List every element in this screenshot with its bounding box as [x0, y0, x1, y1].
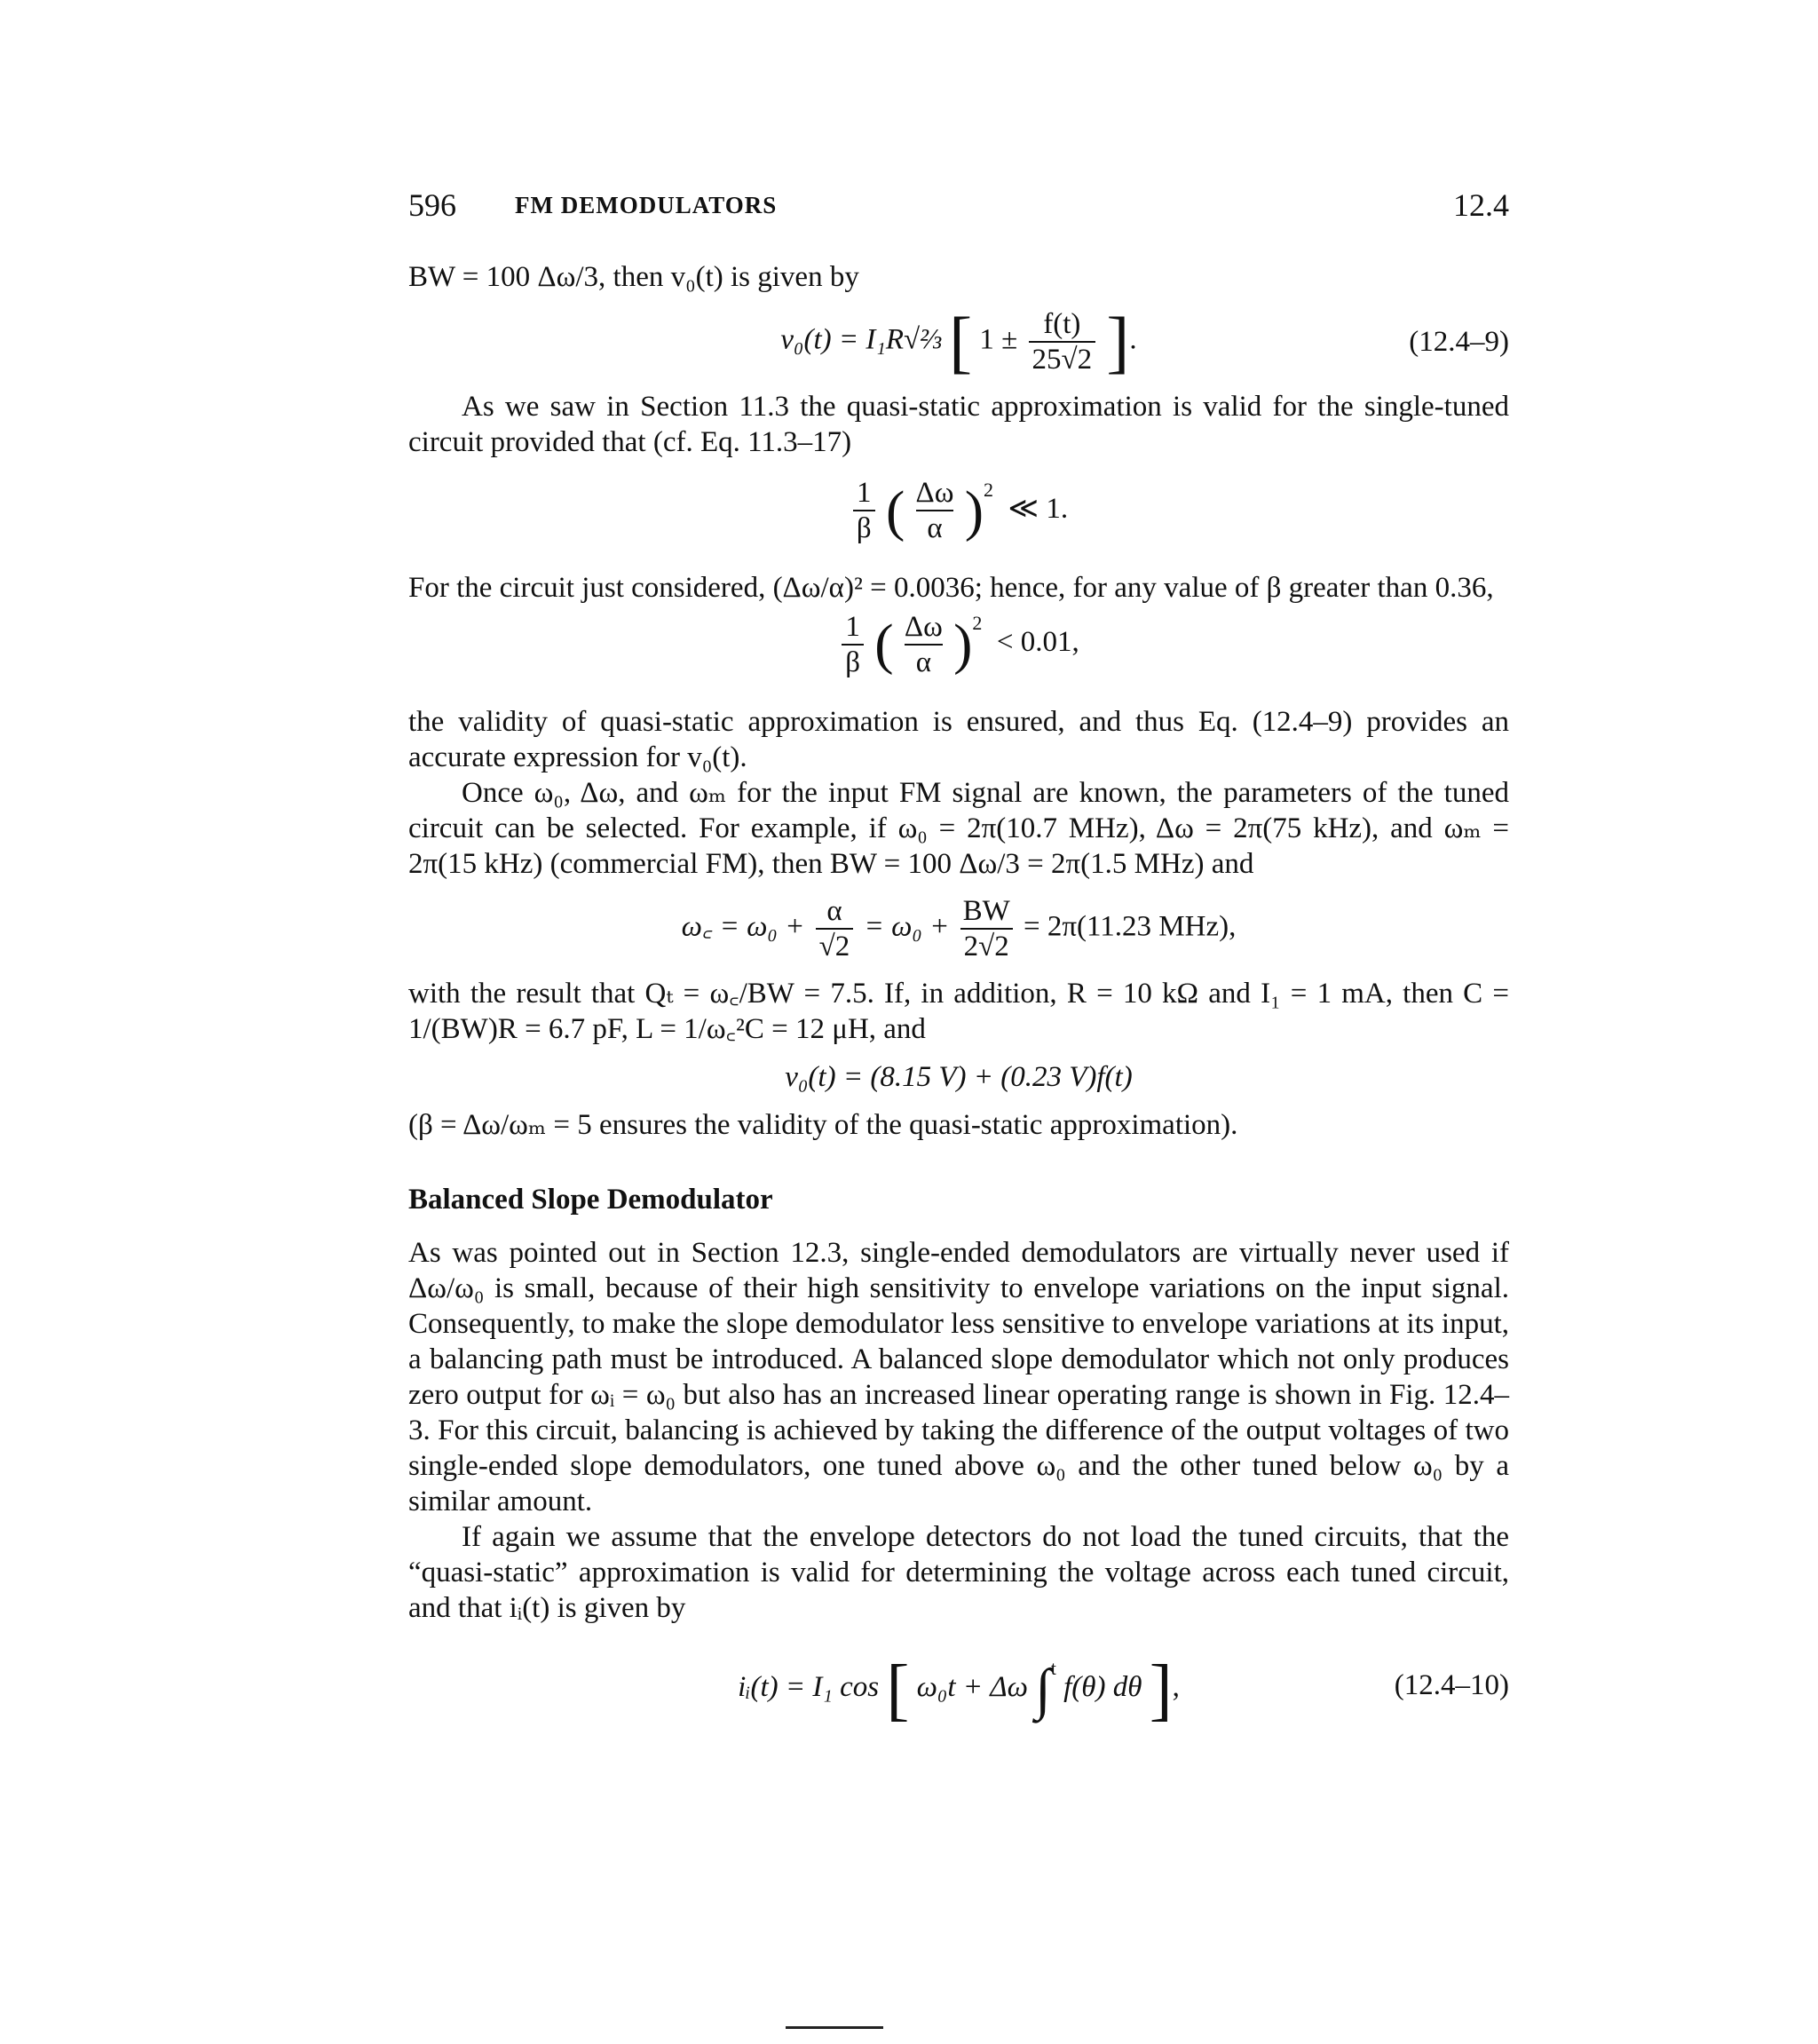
equation-omega-c — [408, 894, 1509, 963]
omega-c-mid: = ω₀ + — [864, 910, 950, 943]
left-bracket: [ — [949, 303, 973, 380]
cond1-power: 2 — [984, 479, 994, 501]
cond2-inner — [905, 610, 943, 679]
equation-12-4-9: v₀(t) = I₁R√⅔ [ 1 ± $\frac{f(t)}{25√2}$ ]. (12.4–9) — [780, 303, 1509, 380]
page-header — [408, 186, 1509, 229]
equation-12-4-10: iᵢ(t) = I₁ cos [ ω₀t + Δω ∫$^t$ f(θ) dθ ], (12.4–10) — [738, 1650, 1509, 1728]
eq-12-4-9-fraction — [1029, 307, 1096, 376]
right-paren: ) — [953, 612, 973, 676]
cond1-coef-den: β — [853, 510, 875, 545]
right-bracket: ] — [1149, 1650, 1173, 1728]
eq-12-4-10-lhs: iᵢ(t) = I₁ cos — [738, 1670, 880, 1703]
omega-c-fraction-2 — [960, 894, 1013, 963]
paragraph-balanced: As was pointed out in Section 12.3, single-ended demodulators are virtually never used if Δω/ω₀ is small, because of their high sensitivity to envelope variations on the input signal. Consequently, to make the slope demodulator less sensitive to envelope variations at its input, a balancing path must be introduced. A balanced slope demodulator which not only produces zero output for ωᵢ = ω₀ but also has an increased linear operating range is shown in Fig. 12.4–3. For this circuit, balancing is achieved by taking the difference of the output voltages of two single-ended slope demodulators, one tuned above ω₀ and the other tuned below ω₀ by a similar amount. — [408, 1236, 1509, 1517]
eq-12-4-9-denominator: 25√2 — [1029, 341, 1096, 376]
integral-sign: ∫ — [1035, 1657, 1051, 1721]
cond1-coef-num: 1 — [857, 477, 872, 510]
omega-c-fraction-1 — [816, 894, 854, 963]
eq-12-4-9-one-pm: 1 ± — [979, 323, 1018, 356]
paragraph-section-11-3: As we saw in Section 11.3 the quasi-static approximation is valid for the single-tuned circuit provided that (cf. Eq. 11.3–17) — [408, 391, 1509, 458]
omega-c-den1: √2 — [816, 928, 854, 963]
omega-c-num2: BW — [962, 894, 1010, 927]
paragraph-circuit: For the circuit just considered, (Δω/α)² = 0.0036; hence, for any value of β greater than 0.36, — [408, 572, 1494, 605]
paragraph-again: If again we assume that the envelope detectors do not load the tuned circuits, that the “quasi-static” approximation is valid for determining the voltage across each tuned circuit, and that iᵢ(t) is given by — [408, 1520, 1509, 1624]
paragraph-bw: BW = 100 Δω/3, then v₀(t) is given by — [408, 261, 859, 293]
page-body — [408, 259, 1509, 1728]
cond2-coef-num: 1 — [845, 610, 860, 643]
right-paren: ) — [964, 479, 984, 543]
paragraph-beta: (β = Δω/ωₘ = 5 ensures the validity of the quasi-static approximation). — [408, 1108, 1238, 1141]
omega-c-den2: 2√2 — [960, 928, 1013, 963]
paragraph-validity: the validity of quasi-static approximation is ensured, and thus Eq. (12.4–9) provides an accurate expression for v₀(t). — [408, 705, 1509, 773]
right-bracket: ] — [1106, 303, 1130, 380]
left-paren: ( — [885, 479, 905, 543]
paragraph-once: Once ω₀, Δω, and ωₘ for the input FM signal are known, the parameters of the tuned circuit can be selected. For example, if ω₀ = 2π(10.7 MHz), Δω = 2π(75 kHz), and ωₘ = 2π(15 kHz) (commercial FM), then BW = 100 Δω/3 = 2π(1.5 MHz) and — [408, 776, 1509, 880]
cond1-inner — [916, 476, 954, 545]
cond1-relation: ≪ 1. — [1008, 493, 1069, 525]
cond2-inner-num: Δω — [904, 610, 943, 643]
cond1-inner-den: α — [916, 510, 954, 545]
left-bracket: [ — [886, 1650, 910, 1728]
cond2-relation: < 0.01, — [996, 626, 1079, 659]
eq-12-4-10-inner: ω₀t + Δω — [916, 1670, 1028, 1703]
page-number: 596 — [408, 187, 456, 223]
omega-c-lhs: ω꜀ = ω₀ + — [681, 910, 805, 943]
equation-number-12-4-10: (12.4–10) — [1394, 1669, 1509, 1702]
cond2-coefficient — [842, 610, 864, 679]
cond1-inner-num: Δω — [915, 477, 954, 510]
cond1-coefficient — [853, 476, 875, 545]
omega-c-num1: α — [826, 894, 842, 927]
equation-number-12-4-9: (12.4–9) — [1409, 326, 1509, 358]
condition-less-than-0-01 — [408, 606, 1509, 678]
eq-12-4-9-numerator: f(t) — [1043, 308, 1081, 340]
page-foot-mark — [786, 2026, 883, 2029]
condition-much-less-than-one — [408, 472, 1509, 545]
eq-12-4-9-lhs: v₀(t) = I₁R√⅔ — [780, 323, 942, 356]
eq-12-4-10-integrand: f(θ) dθ — [1063, 1670, 1142, 1703]
cond2-coef-den: β — [842, 644, 864, 679]
integral-upper-limit: t — [1050, 1656, 1056, 1679]
left-paren: ( — [874, 612, 894, 676]
cond2-inner-den: α — [905, 644, 943, 679]
vo-expression: v₀(t) = (8.15 V) + (0.23 V)f(t) — [785, 1060, 1133, 1093]
section-heading: Balanced Slope Demodulator — [408, 1183, 773, 1216]
running-title: FM DEMODULATORS — [515, 192, 778, 218]
cond2-power: 2 — [972, 612, 983, 635]
omega-c-rhs: = 2π(11.23 MHz), — [1023, 910, 1237, 943]
section-number: 12.4 — [1453, 187, 1509, 223]
paragraph-result: with the result that Qₜ = ω꜀/BW = 7.5. If, in addition, R = 10 kΩ and I₁ = 1 mA, then C = 1/(BW)R = 6.7 pF, L = 1/ω꜀²C = 12 μH, and — [408, 977, 1509, 1045]
equation-vo — [408, 1059, 1509, 1095]
